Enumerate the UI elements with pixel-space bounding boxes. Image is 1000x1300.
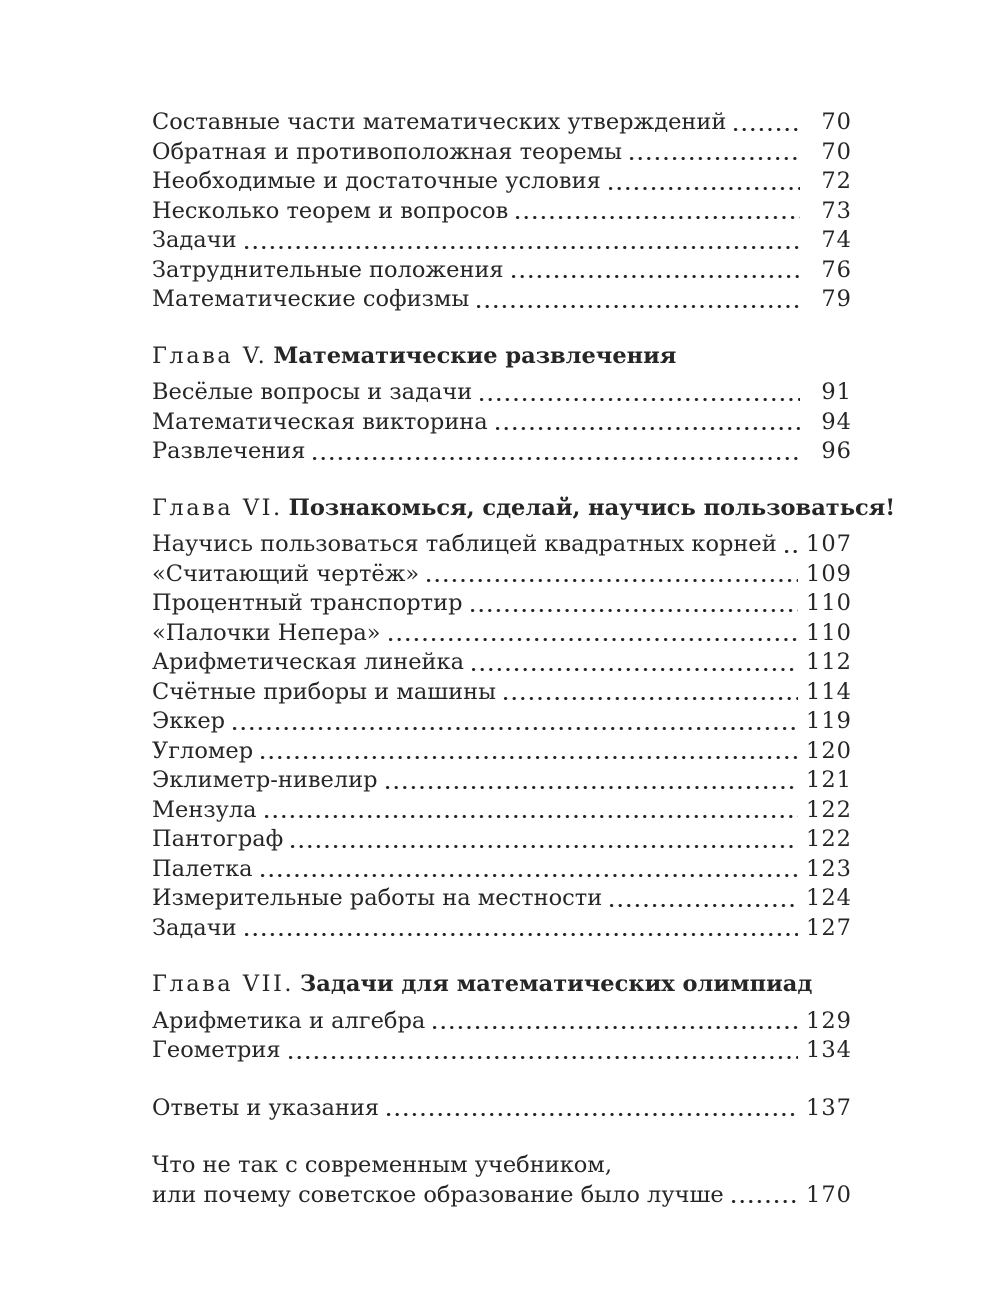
toc-entry-title: Геометрия xyxy=(152,1037,281,1063)
toc-entry xyxy=(152,825,852,855)
dotted-leader xyxy=(291,845,798,848)
toc-entry xyxy=(152,1036,852,1066)
toc-entry-page: 137 xyxy=(806,1094,852,1121)
dotted-leader xyxy=(313,457,800,460)
toc-entry-page: 73 xyxy=(821,197,852,224)
toc-entry-title: Палетка xyxy=(152,855,253,882)
dotted-leader xyxy=(233,727,798,730)
toc-entry-title: Несколько теорем и вопросов xyxy=(152,197,509,224)
toc-entry-title: Весёлые вопросы и задачи xyxy=(152,379,473,405)
dotted-leader xyxy=(734,128,800,131)
toc-section xyxy=(152,108,852,315)
toc-entry-title: Математические софизмы xyxy=(152,286,470,312)
toc-section xyxy=(152,342,852,467)
toc-entry-page: 134 xyxy=(806,1037,852,1063)
toc-entry-page: 107 xyxy=(806,531,852,557)
dotted-leader xyxy=(732,1200,798,1203)
toc-entry xyxy=(152,138,852,168)
toc-entry-page: 121 xyxy=(806,767,852,793)
toc-entry xyxy=(152,884,852,914)
toc-entry-page: 122 xyxy=(806,826,852,852)
toc-entry xyxy=(152,766,852,796)
toc-entry xyxy=(152,619,852,649)
toc-entry-page: 72 xyxy=(821,168,852,194)
toc-section xyxy=(152,1094,852,1124)
toc-section xyxy=(152,494,896,944)
toc-entry-page: 74 xyxy=(821,227,852,253)
dotted-leader xyxy=(609,187,800,190)
toc-entry-page: 110 xyxy=(806,590,852,616)
toc-entry xyxy=(152,1007,852,1037)
toc-entry-title: Обратная и противоположная теоремы xyxy=(152,138,623,165)
toc-entry-title: Арифметическая линейка xyxy=(152,649,465,675)
toc-entry-title: или почему советское образование было лучше xyxy=(152,1181,724,1208)
toc-entry-page: 76 xyxy=(821,256,852,283)
toc-entry xyxy=(152,1094,852,1124)
dotted-leader xyxy=(387,1113,798,1116)
dotted-leader xyxy=(512,275,800,278)
dotted-leader xyxy=(265,815,798,818)
toc-entry-page: 96 xyxy=(821,438,852,464)
toc-entry-title: «Палочки Непера» xyxy=(152,619,381,646)
toc-entry-page: 79 xyxy=(821,286,852,312)
toc-entry xyxy=(152,707,852,737)
toc-entry xyxy=(152,560,852,590)
toc-entry-page: 70 xyxy=(821,138,852,165)
toc-entry-title: Счётные приборы и машины xyxy=(152,678,497,705)
toc-entry xyxy=(152,197,852,227)
toc-entry-title: Арифметика и алгебра xyxy=(152,1007,426,1034)
dotted-leader xyxy=(516,216,800,219)
toc-entry-title: Угломер xyxy=(152,737,254,764)
chapter-number: Глава VII. xyxy=(152,971,295,997)
toc-entry-page: 110 xyxy=(806,619,852,646)
toc-entry-page: 112 xyxy=(806,649,852,675)
toc-entry xyxy=(152,678,852,708)
toc-entry-page: 127 xyxy=(806,914,852,941)
dotted-leader xyxy=(261,874,798,877)
toc-entry-page: 124 xyxy=(806,885,852,911)
toc-entry-title: Математическая викторина xyxy=(152,408,488,435)
toc-entry-page: 70 xyxy=(821,109,852,135)
toc-entry xyxy=(152,378,852,408)
chapter-heading xyxy=(152,494,896,524)
dotted-leader xyxy=(389,638,798,641)
toc-entry xyxy=(152,285,852,315)
toc-entry-title: Эклиметр-нивелир xyxy=(152,767,378,793)
toc-entry xyxy=(152,108,852,138)
dotted-leader xyxy=(477,305,800,308)
toc-entry xyxy=(152,737,852,767)
chapter-title: Познакомься, сделай, научись пользоваться! xyxy=(288,494,896,521)
chapter-title: Задачи для математических олимпиад xyxy=(300,971,813,997)
toc-entry-page: 119 xyxy=(806,708,852,734)
dotted-leader xyxy=(245,246,800,249)
chapter-heading xyxy=(152,970,852,1000)
chapter-title: Математические развлечения xyxy=(273,342,677,369)
toc-entry xyxy=(152,648,852,678)
dotted-leader xyxy=(785,550,798,553)
dotted-leader xyxy=(433,1026,798,1029)
toc-entry-page: 109 xyxy=(806,560,852,587)
dotted-leader xyxy=(471,609,799,612)
toc-entry-page: 170 xyxy=(806,1181,852,1208)
toc-section xyxy=(152,970,852,1066)
dotted-leader xyxy=(496,427,800,430)
toc-entry-title: Составные части математических утверждений xyxy=(152,109,727,135)
toc-entry-title: «Считающий чертёж» xyxy=(152,560,420,587)
dotted-leader xyxy=(472,668,798,671)
toc-entry xyxy=(152,167,852,197)
toc-entry-title: Задачи xyxy=(152,227,237,253)
dotted-leader xyxy=(289,1056,798,1059)
toc-entry xyxy=(152,437,852,467)
toc-entry-title: Необходимые и достаточные условия xyxy=(152,168,601,194)
toc-entry-title: Эккер xyxy=(152,708,226,734)
toc-entry xyxy=(152,589,852,619)
toc-entry xyxy=(152,855,852,885)
chapter-number: Глава V. xyxy=(152,342,268,369)
toc-entry-page: 122 xyxy=(806,796,852,823)
toc-entry-title: Задачи xyxy=(152,914,237,941)
toc-entry-title: Что не так с современным учебником, xyxy=(152,1152,612,1178)
toc xyxy=(152,108,896,1210)
toc-section xyxy=(152,1151,852,1210)
toc-entry xyxy=(152,256,852,286)
toc-entry xyxy=(152,1151,852,1181)
dotted-leader xyxy=(610,904,798,907)
toc-entry-page: 123 xyxy=(806,855,852,882)
chapter-heading xyxy=(152,342,852,372)
toc-entry-title: Научись пользоваться таблицей квадратных корней xyxy=(152,531,777,557)
toc-entry-page: 94 xyxy=(821,408,852,435)
dotted-leader xyxy=(504,697,798,700)
dotted-leader xyxy=(386,786,799,789)
dotted-leader xyxy=(480,398,800,401)
toc-entry-page: 114 xyxy=(806,678,852,705)
toc-entry xyxy=(152,226,852,256)
toc-entry xyxy=(152,796,852,826)
toc-entry xyxy=(152,1181,852,1211)
toc-entry xyxy=(152,914,852,944)
toc-entry-title: Затруднительные положения xyxy=(152,256,504,283)
toc-entry xyxy=(152,408,852,438)
dotted-leader xyxy=(427,579,798,582)
chapter-number: Глава VI. xyxy=(152,494,283,521)
toc-entry xyxy=(152,530,852,560)
toc-entry-title: Пантограф xyxy=(152,826,284,852)
toc-entry-title: Развлечения xyxy=(152,438,306,464)
toc-entry-page: 129 xyxy=(806,1007,852,1034)
dotted-leader xyxy=(245,933,798,936)
toc-entry-title: Процентный транспортир xyxy=(152,590,463,616)
toc-entry-page: 120 xyxy=(806,737,852,764)
toc-entry-page: 91 xyxy=(821,379,852,405)
toc-entry-title: Измерительные работы на местности xyxy=(152,885,603,911)
toc-entry-title: Мензула xyxy=(152,796,257,823)
dotted-leader xyxy=(261,756,798,759)
toc-entry-title: Ответы и указания xyxy=(152,1094,380,1121)
dotted-leader xyxy=(630,157,800,160)
